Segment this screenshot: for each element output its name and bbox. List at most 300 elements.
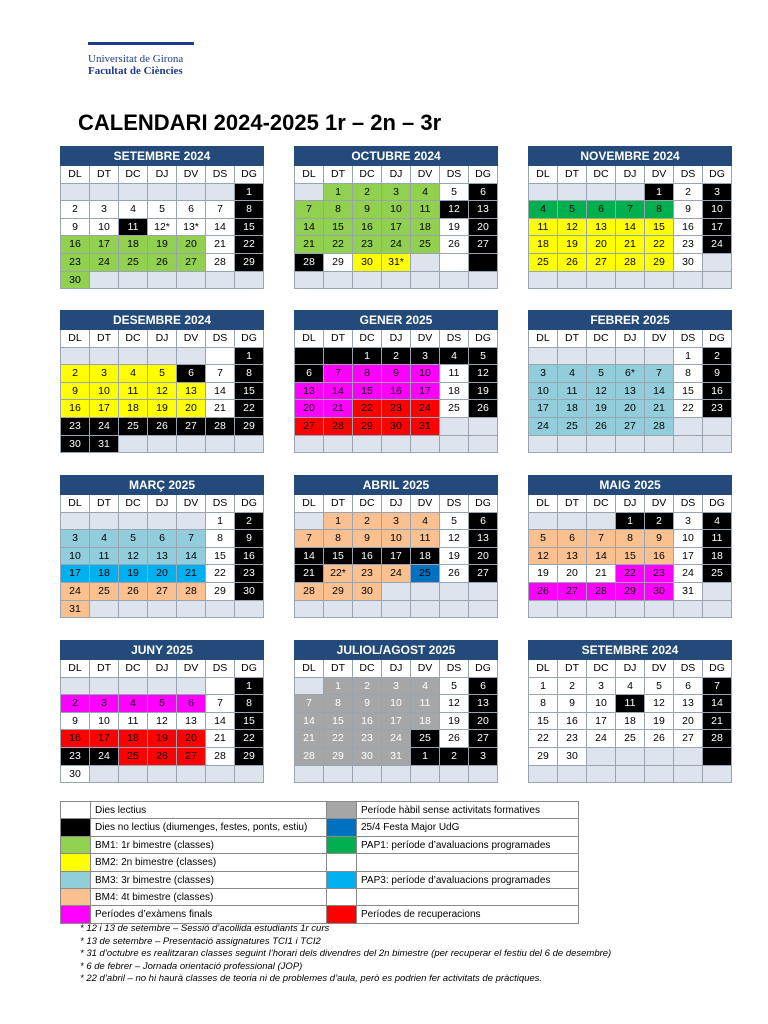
day-cell xyxy=(703,272,732,290)
day-cell: 19 xyxy=(148,730,177,748)
day-cell: 1 xyxy=(616,513,645,531)
day-cell: 26 xyxy=(469,400,498,418)
weekday-header: DL xyxy=(529,330,558,348)
day-cell: 5 xyxy=(148,365,177,383)
legend-label: Períodes d’exàmens finals xyxy=(91,906,327,923)
day-cell: 28 xyxy=(324,418,353,436)
day-cell: 28 xyxy=(645,418,674,436)
weekday-header: DC xyxy=(353,495,382,513)
day-cell: 12 xyxy=(469,365,498,383)
day-cell: 10 xyxy=(90,713,119,731)
day-cell: 9 xyxy=(235,530,264,548)
weekday-header: DC xyxy=(119,166,148,184)
day-cell: 12 xyxy=(148,713,177,731)
day-cell xyxy=(61,513,90,531)
day-cell: 26 xyxy=(148,748,177,766)
day-cell xyxy=(674,436,703,454)
day-cell: 29 xyxy=(206,583,235,601)
weekday-header: DT xyxy=(558,166,587,184)
day-cell: 14 xyxy=(206,383,235,401)
day-cell xyxy=(324,348,353,366)
day-cell: 22 xyxy=(616,565,645,583)
day-cell xyxy=(119,272,148,290)
day-cell: 18 xyxy=(616,713,645,731)
day-cell xyxy=(206,184,235,202)
month-title: NOVEMBRE 2024 xyxy=(528,146,732,166)
day-cell: 26 xyxy=(587,418,616,436)
day-cell: 8 xyxy=(674,365,703,383)
weekday-header: DS xyxy=(440,660,469,678)
day-cell: 25 xyxy=(411,730,440,748)
day-cell xyxy=(703,748,732,766)
day-cell: 22 xyxy=(645,236,674,254)
weekday-header: DL xyxy=(295,495,324,513)
day-cell xyxy=(295,678,324,696)
day-cell: 20 xyxy=(469,219,498,237)
day-cell xyxy=(674,601,703,619)
day-cell xyxy=(469,766,498,784)
day-cell xyxy=(616,184,645,202)
weekday-header: DV xyxy=(411,495,440,513)
day-cell: 25 xyxy=(558,418,587,436)
day-cell xyxy=(148,766,177,784)
day-cell: 1 xyxy=(353,348,382,366)
day-cell xyxy=(469,583,498,601)
legend-swatch xyxy=(61,819,91,836)
day-cell xyxy=(411,272,440,290)
day-cell: 18 xyxy=(119,730,148,748)
day-cell: 25 xyxy=(440,400,469,418)
day-cell: 1 xyxy=(324,678,353,696)
day-cell: 23 xyxy=(61,418,90,436)
day-cell: 2 xyxy=(440,748,469,766)
day-cell: 25 xyxy=(703,565,732,583)
day-cell xyxy=(61,184,90,202)
footnote: * 31 d’octubre es realitzaran classes seguint l’horari dels divendres del 2n bimestre (per recuperar el festiu del 6 de desembre) xyxy=(80,948,612,960)
weekday-header: DV xyxy=(645,495,674,513)
legend-swatch xyxy=(61,872,91,889)
day-cell: 6 xyxy=(674,678,703,696)
day-cell: 21 xyxy=(703,713,732,731)
day-cell xyxy=(177,513,206,531)
day-cell: 3 xyxy=(529,365,558,383)
day-cell xyxy=(587,436,616,454)
month-title: OCTUBRE 2024 xyxy=(294,146,498,166)
day-cell xyxy=(411,583,440,601)
day-cell: 27 xyxy=(148,583,177,601)
month-title: SETEMBRE 2024 xyxy=(60,146,264,166)
day-cell xyxy=(558,513,587,531)
day-cell: 5 xyxy=(440,678,469,696)
day-cell: 31 xyxy=(90,436,119,454)
day-cell: 30 xyxy=(382,418,411,436)
day-cell: 2 xyxy=(235,513,264,531)
day-cell: 20 xyxy=(587,236,616,254)
month-block xyxy=(294,310,498,453)
day-cell: 30 xyxy=(61,766,90,784)
day-cell: 15 xyxy=(235,713,264,731)
month-grid xyxy=(294,166,498,289)
day-cell: 21 xyxy=(324,400,353,418)
day-cell: 27 xyxy=(558,583,587,601)
weekday-header: DJ xyxy=(382,495,411,513)
day-cell: 31* xyxy=(382,254,411,272)
day-cell: 9 xyxy=(382,365,411,383)
day-cell: 12 xyxy=(587,383,616,401)
day-cell: 17 xyxy=(587,713,616,731)
day-cell: 10 xyxy=(90,219,119,237)
month-title: FEBRER 2025 xyxy=(528,310,732,330)
day-cell: 13 xyxy=(469,530,498,548)
day-cell: 12 xyxy=(148,383,177,401)
day-cell xyxy=(469,272,498,290)
day-cell: 2 xyxy=(61,365,90,383)
day-cell: 16 xyxy=(353,548,382,566)
day-cell: 4 xyxy=(558,365,587,383)
day-cell: 1 xyxy=(235,348,264,366)
weekday-header: DG xyxy=(235,330,264,348)
day-cell: 16 xyxy=(353,219,382,237)
day-cell: 6 xyxy=(469,513,498,531)
legend-swatch xyxy=(61,889,91,906)
day-cell xyxy=(206,678,235,696)
day-cell: 8 xyxy=(529,695,558,713)
legend-swatch xyxy=(327,819,357,836)
day-cell xyxy=(148,601,177,619)
day-cell: 7 xyxy=(295,201,324,219)
day-cell: 11 xyxy=(411,530,440,548)
month-title: GENER 2025 xyxy=(294,310,498,330)
month-block xyxy=(60,146,264,289)
legend-label: Dies lectius xyxy=(91,802,327,819)
day-cell: 29 xyxy=(616,583,645,601)
day-cell: 17 xyxy=(90,730,119,748)
weekday-header: DT xyxy=(90,495,119,513)
day-cell xyxy=(90,601,119,619)
day-cell: 11 xyxy=(119,713,148,731)
footnotes xyxy=(80,923,640,986)
day-cell: 24 xyxy=(90,254,119,272)
day-cell: 13 xyxy=(616,383,645,401)
weekday-header: DL xyxy=(61,495,90,513)
day-cell: 23 xyxy=(353,730,382,748)
month-grid xyxy=(60,495,264,618)
weekday-header: DV xyxy=(177,330,206,348)
weekday-header: DT xyxy=(90,660,119,678)
day-cell: 8 xyxy=(235,201,264,219)
day-cell: 14 xyxy=(295,548,324,566)
weekday-header: DG xyxy=(703,495,732,513)
day-cell: 2 xyxy=(674,184,703,202)
day-cell xyxy=(382,583,411,601)
weekday-header: DL xyxy=(295,166,324,184)
day-cell: 26 xyxy=(440,236,469,254)
day-cell xyxy=(295,348,324,366)
day-cell xyxy=(645,272,674,290)
legend-label: BM1: 1r bimestre (classes) xyxy=(91,837,327,854)
weekday-header: DT xyxy=(324,166,353,184)
day-cell: 10 xyxy=(90,383,119,401)
legend-swatch xyxy=(327,889,357,906)
weekday-header: DC xyxy=(353,660,382,678)
day-cell: 20 xyxy=(177,236,206,254)
legend-label: BM4: 4t bimestre (classes) xyxy=(91,889,327,906)
day-cell: 16 xyxy=(61,236,90,254)
day-cell xyxy=(295,436,324,454)
day-cell: 13* xyxy=(177,219,206,237)
day-cell: 18 xyxy=(411,219,440,237)
month-block xyxy=(294,146,498,289)
month-block xyxy=(294,475,498,618)
day-cell xyxy=(235,272,264,290)
day-cell: 16 xyxy=(558,713,587,731)
day-cell: 10 xyxy=(587,695,616,713)
day-cell: 26 xyxy=(558,254,587,272)
day-cell xyxy=(558,272,587,290)
legend-swatch xyxy=(327,906,357,923)
day-cell xyxy=(206,348,235,366)
day-cell: 4 xyxy=(440,348,469,366)
weekday-header: DS xyxy=(206,166,235,184)
legend-swatch xyxy=(327,837,357,854)
day-cell xyxy=(469,418,498,436)
day-cell: 14 xyxy=(645,383,674,401)
day-cell xyxy=(529,348,558,366)
day-cell: 9 xyxy=(353,695,382,713)
day-cell: 17 xyxy=(529,400,558,418)
day-cell: 18 xyxy=(119,236,148,254)
day-cell xyxy=(119,678,148,696)
day-cell: 3 xyxy=(469,748,498,766)
day-cell xyxy=(148,678,177,696)
weekday-header: DS xyxy=(440,330,469,348)
weekday-header: DG xyxy=(469,660,498,678)
day-cell: 11 xyxy=(616,695,645,713)
day-cell: 24 xyxy=(703,236,732,254)
day-cell: 6 xyxy=(469,678,498,696)
day-cell: 31 xyxy=(382,748,411,766)
day-cell xyxy=(529,184,558,202)
day-cell: 30 xyxy=(61,436,90,454)
day-cell xyxy=(616,766,645,784)
day-cell: 13 xyxy=(587,219,616,237)
day-cell xyxy=(119,436,148,454)
day-cell: 9 xyxy=(558,695,587,713)
day-cell: 30 xyxy=(235,583,264,601)
day-cell: 28 xyxy=(587,583,616,601)
weekday-header: DS xyxy=(674,330,703,348)
weekday-header: DV xyxy=(177,166,206,184)
day-cell: 10 xyxy=(382,695,411,713)
day-cell: 3 xyxy=(90,365,119,383)
day-cell: 23 xyxy=(558,730,587,748)
weekday-header: DJ xyxy=(616,495,645,513)
day-cell: 4 xyxy=(529,201,558,219)
day-cell: 7 xyxy=(703,678,732,696)
day-cell: 15 xyxy=(324,713,353,731)
day-cell: 4 xyxy=(411,184,440,202)
day-cell: 17 xyxy=(90,236,119,254)
weekday-header: DG xyxy=(703,330,732,348)
weekday-header: DS xyxy=(440,495,469,513)
month-block xyxy=(528,640,732,783)
day-cell xyxy=(295,601,324,619)
day-cell: 11 xyxy=(90,548,119,566)
legend-swatch xyxy=(61,802,91,819)
day-cell xyxy=(440,583,469,601)
day-cell: 1 xyxy=(206,513,235,531)
day-cell xyxy=(674,418,703,436)
day-cell xyxy=(148,513,177,531)
day-cell: 30 xyxy=(61,272,90,290)
day-cell: 9 xyxy=(703,365,732,383)
day-cell xyxy=(558,436,587,454)
weekday-header: DG xyxy=(703,660,732,678)
day-cell xyxy=(529,766,558,784)
day-cell: 10 xyxy=(529,383,558,401)
day-cell: 11 xyxy=(558,383,587,401)
legend-label: PAP3: període d’avaluacions programades xyxy=(357,872,579,889)
day-cell: 21 xyxy=(177,565,206,583)
day-cell: 5 xyxy=(558,201,587,219)
day-cell xyxy=(61,678,90,696)
day-cell: 29 xyxy=(529,748,558,766)
day-cell: 28 xyxy=(206,254,235,272)
legend-label: Període hàbil sense activitats formatives xyxy=(357,802,579,819)
day-cell: 13 xyxy=(177,383,206,401)
weekday-header: DJ xyxy=(148,166,177,184)
legend-swatch xyxy=(327,802,357,819)
day-cell: 1 xyxy=(235,678,264,696)
day-cell: 17 xyxy=(382,548,411,566)
weekday-header: DG xyxy=(235,166,264,184)
day-cell: 27 xyxy=(295,418,324,436)
day-cell: 20 xyxy=(558,565,587,583)
footnote: * 22 d’abril – no hi haurà classes de teoria ni de problemes d’aula, però es podrien fer activitats de pràctiques. xyxy=(80,973,543,985)
weekday-header: DV xyxy=(645,330,674,348)
weekday-header: DC xyxy=(119,495,148,513)
day-cell: 5 xyxy=(148,695,177,713)
day-cell xyxy=(616,748,645,766)
day-cell: 3 xyxy=(90,201,119,219)
day-cell: 7 xyxy=(616,201,645,219)
day-cell xyxy=(674,748,703,766)
weekday-header: DG xyxy=(235,495,264,513)
day-cell: 12 xyxy=(645,695,674,713)
day-cell: 15 xyxy=(674,383,703,401)
day-cell: 10 xyxy=(411,365,440,383)
day-cell: 27 xyxy=(177,254,206,272)
day-cell: 12 xyxy=(440,695,469,713)
day-cell xyxy=(587,601,616,619)
day-cell: 15 xyxy=(616,548,645,566)
day-cell: 18 xyxy=(703,548,732,566)
weekday-header: DJ xyxy=(616,660,645,678)
day-cell: 21 xyxy=(206,730,235,748)
day-cell: 11 xyxy=(529,219,558,237)
day-cell: 7 xyxy=(295,695,324,713)
weekday-header: DV xyxy=(645,660,674,678)
day-cell: 22 xyxy=(674,400,703,418)
day-cell: 17 xyxy=(674,548,703,566)
day-cell: 15 xyxy=(645,219,674,237)
month-block xyxy=(528,146,732,289)
day-cell: 27 xyxy=(587,254,616,272)
day-cell: 6 xyxy=(148,530,177,548)
day-cell: 28 xyxy=(177,583,206,601)
weekday-header: DL xyxy=(295,330,324,348)
day-cell xyxy=(119,348,148,366)
day-cell xyxy=(703,601,732,619)
day-cell: 24 xyxy=(382,565,411,583)
weekday-header: DT xyxy=(324,495,353,513)
weekday-header: DL xyxy=(529,660,558,678)
day-cell: 30 xyxy=(353,748,382,766)
day-cell: 13 xyxy=(469,695,498,713)
day-cell xyxy=(353,272,382,290)
day-cell: 15 xyxy=(324,219,353,237)
day-cell xyxy=(177,272,206,290)
day-cell: 17 xyxy=(382,713,411,731)
weekday-header: DJ xyxy=(616,166,645,184)
legend-label: 25/4 Festa Major UdG xyxy=(357,819,579,836)
day-cell: 29 xyxy=(645,254,674,272)
day-cell: 22 xyxy=(324,236,353,254)
day-cell: 1 xyxy=(674,348,703,366)
day-cell: 6 xyxy=(558,530,587,548)
day-cell: 15 xyxy=(324,548,353,566)
day-cell xyxy=(440,272,469,290)
month-block xyxy=(60,475,264,618)
weekday-header: DG xyxy=(469,495,498,513)
day-cell: 30 xyxy=(674,254,703,272)
month-grid xyxy=(60,330,264,453)
day-cell xyxy=(324,436,353,454)
day-cell: 23 xyxy=(353,565,382,583)
day-cell: 10 xyxy=(382,201,411,219)
day-cell: 24 xyxy=(529,418,558,436)
day-cell: 16 xyxy=(382,383,411,401)
day-cell: 5 xyxy=(440,184,469,202)
day-cell: 22 xyxy=(324,730,353,748)
day-cell: 13 xyxy=(295,383,324,401)
day-cell: 11 xyxy=(411,201,440,219)
day-cell: 17 xyxy=(411,383,440,401)
day-cell: 16 xyxy=(703,383,732,401)
day-cell xyxy=(645,348,674,366)
day-cell: 27 xyxy=(674,730,703,748)
day-cell: 23 xyxy=(235,565,264,583)
day-cell xyxy=(90,766,119,784)
day-cell xyxy=(703,436,732,454)
day-cell: 9 xyxy=(61,383,90,401)
day-cell: 27 xyxy=(469,236,498,254)
day-cell: 27 xyxy=(177,418,206,436)
weekday-header: DS xyxy=(674,495,703,513)
day-cell xyxy=(529,272,558,290)
day-cell: 13 xyxy=(177,713,206,731)
day-cell xyxy=(148,348,177,366)
weekday-header: DL xyxy=(61,166,90,184)
day-cell: 4 xyxy=(119,201,148,219)
weekday-header: DV xyxy=(177,660,206,678)
day-cell xyxy=(295,184,324,202)
day-cell: 20 xyxy=(616,400,645,418)
weekday-header: DL xyxy=(529,166,558,184)
legend-label: Períodes de recuperacions xyxy=(357,906,579,923)
day-cell: 22* xyxy=(324,565,353,583)
day-cell xyxy=(703,254,732,272)
